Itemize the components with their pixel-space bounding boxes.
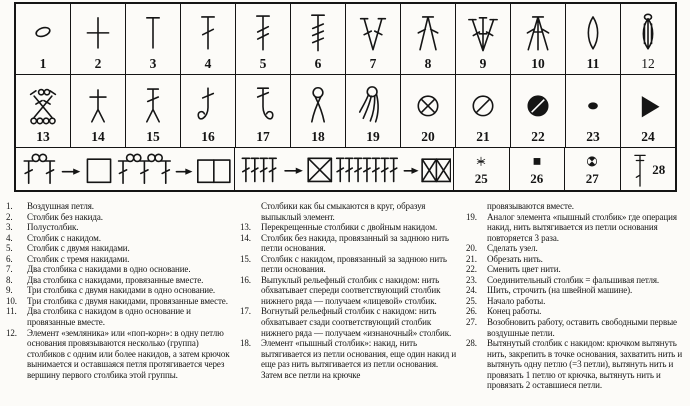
legend-item xyxy=(4,254,232,265)
legend-item xyxy=(4,201,232,212)
symbol-cell-24 xyxy=(621,75,675,147)
symbol-row-2 xyxy=(16,75,675,148)
symbol-number: 21 xyxy=(476,129,490,144)
symbol-number: 17 xyxy=(256,129,270,144)
legend-item-text: Два столбика с накидом в одно основание и провязанные вместе. xyxy=(27,306,191,328)
symbol-row-1 xyxy=(16,4,675,75)
legend-item xyxy=(4,243,232,254)
symbol-cell-7 xyxy=(346,4,401,74)
end-of-work-icon xyxy=(526,150,548,172)
change-color-icon xyxy=(520,82,556,128)
legend-item-number: 12. xyxy=(6,327,17,338)
symbol-cell-3 xyxy=(126,4,181,74)
two-dc-one-base-icon xyxy=(355,9,391,55)
legend-item-text: провязываются вместе. xyxy=(487,201,574,211)
symbol-cell-25 xyxy=(454,148,510,190)
back-post-dc-icon xyxy=(245,82,281,128)
symbol-number: 3 xyxy=(149,56,157,71)
symbol-number: 14 xyxy=(91,129,105,144)
slip-stitch-icon xyxy=(575,82,611,128)
symbol-cell-10 xyxy=(511,4,566,74)
symbol-cell-27 xyxy=(565,148,621,190)
front-post-dc-icon xyxy=(190,82,226,128)
legend-item-number xyxy=(238,201,261,222)
legend-item-text: Вытянутый столбик с накидом: крючком вытянуть нить, закрепить в точке основания, захватить нить и вытянуть одну петлю (=3 петли), вытянуть нить и провязать 1 петлю от крючка, вытянуть нить и провязать 2 оставшиеся петли. xyxy=(487,338,683,391)
legend-item-text: Столбик без накида. xyxy=(27,211,103,222)
air-loop-icon xyxy=(25,9,61,55)
legend-item-number: 19. xyxy=(466,211,477,222)
legend-item xyxy=(464,338,688,391)
popcorn-icon xyxy=(630,9,666,55)
legend-item xyxy=(464,285,688,296)
symbol-cell-16 xyxy=(181,75,236,147)
resume-work-icon xyxy=(581,150,603,172)
legend-item-number: 10. xyxy=(6,295,17,306)
legend-item xyxy=(238,275,458,307)
legend-item xyxy=(464,254,688,265)
legend-item-text: Перекрещенные столбики с двойным накидом. xyxy=(261,222,438,233)
symbol-cell-18 xyxy=(291,75,346,147)
legend-item-text: Обрезать нить. xyxy=(487,253,543,264)
legend-item-number: 13. xyxy=(240,222,251,233)
legend-item xyxy=(464,317,688,338)
legend-item-number: 18. xyxy=(240,338,251,349)
symbol-number: 9 xyxy=(479,56,487,71)
legend-item-text: Три столбика с двумя накидами, провязанные вместе. xyxy=(27,295,228,306)
legend-item-text: Элемент «земляника» или «поп-корн»: в одну петлю основания провязываются несколько (группа) столбиков с одним или более накидов, а затем крючок вынимается и оставшаяся петля протягивается через вершину первого столбика этой группы. xyxy=(27,327,230,380)
legend-item xyxy=(4,296,232,307)
double-treble-icon xyxy=(300,9,336,55)
legend-item-number: 4. xyxy=(6,232,13,243)
crossed-stitches-icon xyxy=(25,82,61,128)
puff-stitch-icon xyxy=(300,82,336,128)
legend-item xyxy=(464,212,688,244)
chain-to-open-square-icon xyxy=(18,149,232,189)
symbol-cell-15 xyxy=(126,75,181,147)
legend-item-number: 20. xyxy=(466,243,477,254)
legend-item-number: 28. xyxy=(466,338,477,349)
legend-item-text: Столбик с двумя накидами. xyxy=(27,243,130,254)
dc-to-crossed-square-icon xyxy=(237,149,451,189)
legend-item xyxy=(4,275,232,286)
legend-item-text: Воздушная петля. xyxy=(27,201,94,211)
legend-item-text: Элемент «пышный столбик»: накид, нить вытягивается из петли основания, еще один накид и еще раз нить вытягивается из петли основания. Затем все петли на крючке xyxy=(261,338,457,380)
legend-item xyxy=(4,328,232,381)
legend-item-number: 21. xyxy=(466,253,477,264)
legend-item xyxy=(238,201,458,222)
legend-item-text: Столбики как бы смыкаются в круг, образуя выпыклый элемент. xyxy=(261,201,426,222)
start-of-work-icon xyxy=(470,150,492,172)
legend-item-text: Соединительный столбик = фальшивая петля. xyxy=(487,274,660,285)
symbol-cell-19 xyxy=(346,75,401,147)
legend-item-text: Аналог элемента «пышный столбик» где операция накид, нить вытягивается из петли основания повторяется 3 раза. xyxy=(487,211,677,243)
legend-item-number: 22. xyxy=(466,264,477,275)
legend-item-text: Шить, строчить (на швейной машине). xyxy=(487,285,633,296)
legend-item xyxy=(238,222,458,233)
legend-item-number: 24. xyxy=(466,285,477,296)
legend-item xyxy=(238,254,458,275)
sew-on-machine-icon xyxy=(630,82,666,128)
legend-item-number: 1. xyxy=(6,201,13,211)
legend-item xyxy=(4,264,232,275)
symbol-number: 28 xyxy=(652,162,666,177)
symbol-number: 5 xyxy=(259,56,267,71)
legend-item-number: 5. xyxy=(6,243,13,254)
legend-item-number: 17. xyxy=(240,306,251,317)
symbol-cell-4 xyxy=(181,4,236,74)
symbol-cell-1 xyxy=(16,4,71,74)
symbol-number: 2 xyxy=(94,56,102,71)
triple-puff-stitch-icon xyxy=(355,82,391,128)
legend-item-number: 26. xyxy=(466,306,477,317)
symbol-number: 19 xyxy=(366,129,380,144)
two-dc-base-together-icon xyxy=(575,9,611,55)
symbol-number: 18 xyxy=(311,129,325,144)
make-knot-icon xyxy=(410,82,446,128)
legend-item xyxy=(4,306,232,327)
symbol-cell-26 xyxy=(510,148,566,190)
symbol-number: 20 xyxy=(421,129,435,144)
legend-column-2 xyxy=(238,201,464,391)
symbol-cell-2 xyxy=(71,4,126,74)
legend-item xyxy=(4,285,232,296)
symbol-number: 8 xyxy=(424,56,432,71)
legend-item-text: Начало работы. xyxy=(487,295,546,306)
symbol-number: 12 xyxy=(641,56,655,71)
legend-item xyxy=(464,306,688,317)
dc-back-loop-icon xyxy=(135,82,171,128)
symbol-cell-11 xyxy=(566,4,621,74)
single-crochet-icon xyxy=(80,9,116,55)
double-crochet-icon xyxy=(190,9,226,55)
legend-item-text: Два столбика с накидами в одно основание. xyxy=(27,264,191,275)
symbol-number: 4 xyxy=(204,56,212,71)
legend-item-number: 9. xyxy=(6,285,13,296)
legend-item-number: 15. xyxy=(240,253,251,264)
symbol-row-3 xyxy=(16,148,675,190)
symbol-cell-12 xyxy=(621,4,675,74)
legend-item xyxy=(238,233,458,254)
half-stitch-icon xyxy=(135,9,171,55)
sc-back-loop-icon xyxy=(80,82,116,128)
legend-item xyxy=(464,243,688,254)
cut-thread-icon xyxy=(465,82,501,128)
legend-item-text: Конец работы. xyxy=(487,306,542,317)
two-dc-together-icon xyxy=(410,9,446,55)
legend-item-number: 8. xyxy=(6,274,13,285)
three-tr-together-icon xyxy=(520,9,556,55)
treble-crochet-icon xyxy=(245,9,281,55)
extended-dc-icon xyxy=(630,151,650,189)
filet-crossed-square-rule xyxy=(235,148,454,190)
legend-item-number: 14. xyxy=(240,232,251,243)
three-tr-one-base-icon xyxy=(465,9,501,55)
symbol-number: 26 xyxy=(530,171,544,186)
legend-item-number: 3. xyxy=(6,222,13,233)
legend-item-text: Три столбика с двумя накидами в одно основание. xyxy=(27,285,216,296)
legend-item-number: 23. xyxy=(466,274,477,285)
legend-item-text: Сменить цвет нити. xyxy=(487,264,561,275)
symbol-number: 1 xyxy=(39,56,47,71)
symbol-cell-8 xyxy=(401,4,456,74)
symbol-cell-6 xyxy=(291,4,346,74)
legend-item-text: Столбик с тремя накидами. xyxy=(27,253,130,264)
legend-item xyxy=(464,264,688,275)
symbol-number: 24 xyxy=(641,129,655,144)
legend-item xyxy=(4,212,232,223)
legend-item-number: 16. xyxy=(240,274,251,285)
symbol-number: 16 xyxy=(201,129,215,144)
symbol-number: 23 xyxy=(586,129,600,144)
legend-item-text: Возобновить работу, оставить свободными первые воздушные петли. xyxy=(487,317,677,338)
legend-item-text: Столбик с накидом. xyxy=(27,232,101,243)
symbol-cell-22 xyxy=(511,75,566,147)
legend-item-text: Столбик без накида, провязанный за заднюю нить петли основания. xyxy=(261,232,449,254)
legend-item-text: Выпуклый рельефный столбик с накидом: нить обхватывает спереди соответствующий столбик нижнего ряда — получаем «лицевой» столбик. xyxy=(261,274,441,306)
legend-item-text: Вогнутый рельефный столбик с накидом: нить обхватывает сзади соответствующий столбик нижнего ряда — получаем «изнаночный» столбик. xyxy=(261,306,452,338)
symbol-cell-13 xyxy=(16,75,71,147)
legend-item xyxy=(464,201,688,212)
symbol-cell-5 xyxy=(236,4,291,74)
symbol-number: 7 xyxy=(369,56,377,71)
legend-item-text: Два столбика с накидами, провязанные вместе. xyxy=(27,274,204,285)
legend-item xyxy=(4,233,232,244)
symbol-number: 15 xyxy=(146,129,160,144)
legend-item xyxy=(238,306,458,338)
legend-item-number: 6. xyxy=(6,253,13,264)
symbol-number: 25 xyxy=(474,171,488,186)
symbol-cell-28 xyxy=(621,148,676,190)
legend-item xyxy=(238,338,458,380)
symbol-cell-21 xyxy=(456,75,511,147)
crochet-symbol-table xyxy=(14,2,677,192)
legend-item-text: Столбик с накидом, провязанный за заднюю нить петли основания. xyxy=(261,253,447,275)
legend-item xyxy=(464,275,688,286)
legend-item-number: 11. xyxy=(6,306,17,317)
symbol-number: 6 xyxy=(314,56,322,71)
legend-item-text: Сделать узел. xyxy=(487,243,538,254)
symbol-cell-23 xyxy=(566,75,621,147)
legend-item-number: 27. xyxy=(466,317,477,328)
symbol-cell-9 xyxy=(456,4,511,74)
legend-item-number xyxy=(464,201,487,212)
legend-item-number: 2. xyxy=(6,211,13,222)
symbol-number: 27 xyxy=(585,171,599,186)
legend-item-text: Полустолбик. xyxy=(27,222,79,233)
legend-column-3 xyxy=(464,201,688,391)
legend-item-number: 25. xyxy=(466,295,477,306)
legend-item-number: 7. xyxy=(6,264,13,275)
symbol-cell-14 xyxy=(71,75,126,147)
symbol-number: 10 xyxy=(531,56,545,71)
symbol-number: 11 xyxy=(586,56,600,71)
symbol-number: 22 xyxy=(531,129,545,144)
symbol-number: 13 xyxy=(36,129,50,144)
legend-item xyxy=(464,296,688,307)
legend-text xyxy=(4,201,688,391)
filet-open-square-rule xyxy=(16,148,235,190)
legend-column-1 xyxy=(4,201,238,391)
symbol-cell-20 xyxy=(401,75,456,147)
symbol-cell-17 xyxy=(236,75,291,147)
legend-item xyxy=(4,222,232,233)
